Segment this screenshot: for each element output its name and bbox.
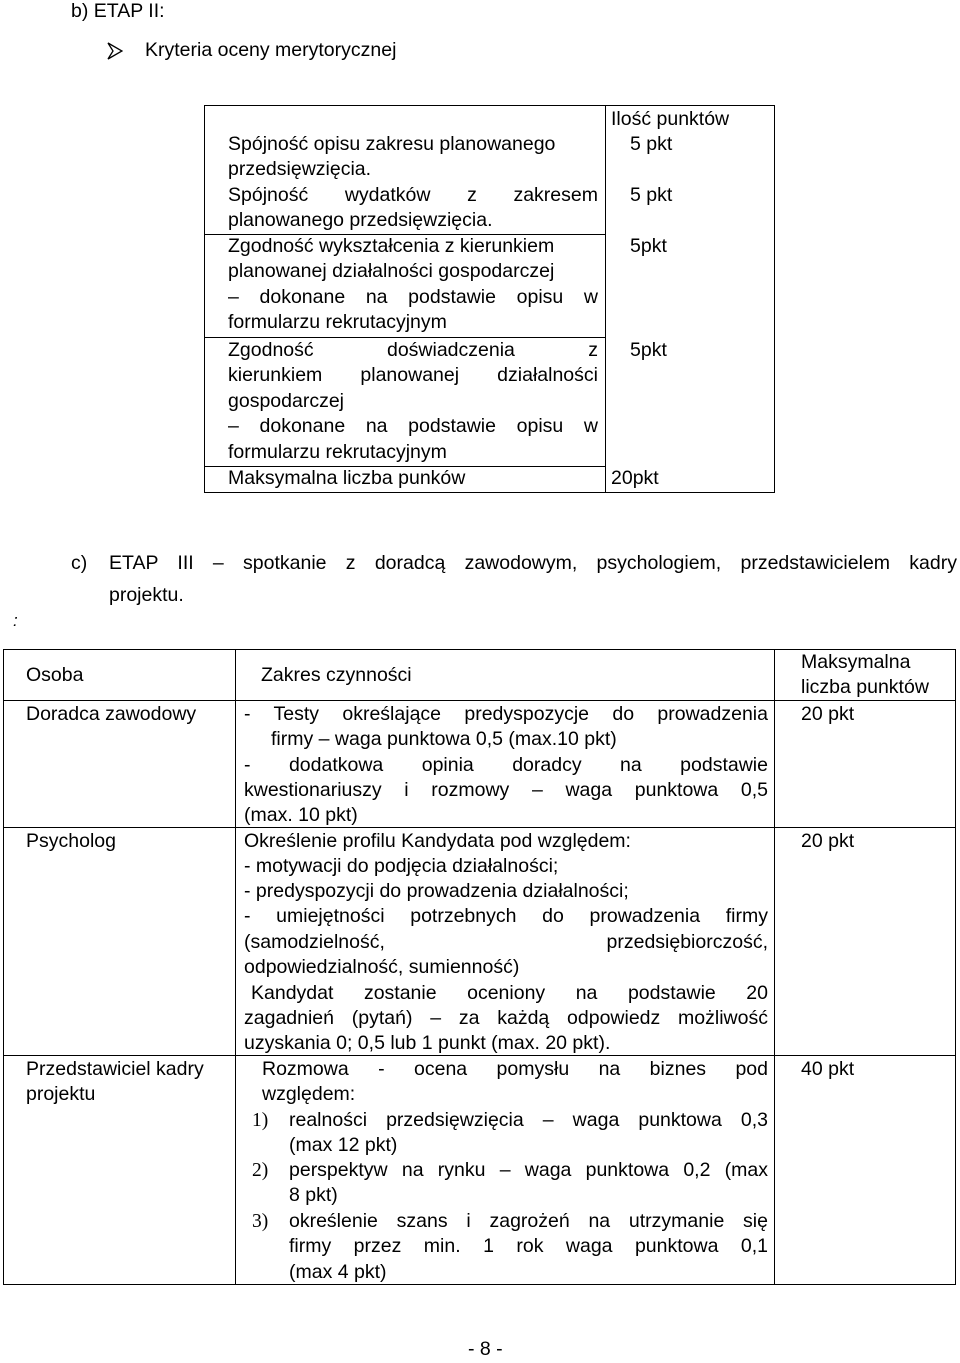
person-cell: Doradca zawodowy — [26, 703, 197, 725]
section-c-title-continued: projektu. — [109, 584, 184, 606]
list-number: 1) — [252, 1110, 269, 1131]
column-header-max: Maksymalna — [801, 651, 911, 673]
list-item: określenie szans i zagrożeń na utrzymanie się — [289, 1210, 768, 1232]
colon-mark: : — [13, 611, 18, 630]
column-header-max-continued: liczba punktów — [801, 676, 929, 698]
points-header: Ilość punktów — [611, 108, 730, 130]
column-header-person: Osoba — [26, 664, 84, 686]
row-points: 5 pkt — [630, 184, 673, 206]
points-cell: 20 pkt — [801, 830, 855, 852]
person-cell-continued: projektu — [26, 1083, 96, 1105]
list-item: realności przedsięwzięcia – waga punktowa 0,3 — [289, 1109, 768, 1131]
arrowhead-bullet-icon — [107, 42, 123, 60]
person-cell: Przedstawiciel kadry — [26, 1058, 204, 1080]
row-points: 5pkt — [630, 339, 667, 361]
person-cell: Psycholog — [26, 830, 116, 852]
total-label: Maksymalna liczba punków — [228, 467, 466, 489]
row-points: 5 pkt — [630, 133, 673, 155]
column-header-scope: Zakres czynności — [261, 664, 412, 686]
points-cell: 40 pkt — [801, 1058, 855, 1080]
total-points: 20pkt — [611, 467, 659, 489]
section-c-title: ETAP III – spotkanie z doradcą zawodowym, psychologiem, przedstawicielem kadry — [109, 552, 957, 574]
page-number: - 8 - — [468, 1338, 503, 1360]
bullet-text: Kryteria oceny merytorycznej — [145, 39, 397, 61]
points-cell: 20 pkt — [801, 703, 855, 725]
row-points: 5pkt — [630, 235, 667, 257]
list-item: perspektyw na rynku – waga punktowa 0,2 (max — [289, 1159, 768, 1181]
list-number: 3) — [252, 1211, 269, 1232]
list-number: 2) — [252, 1160, 269, 1181]
section-marker: c) — [71, 552, 88, 574]
section-heading: b) ETAP II: — [71, 0, 165, 22]
